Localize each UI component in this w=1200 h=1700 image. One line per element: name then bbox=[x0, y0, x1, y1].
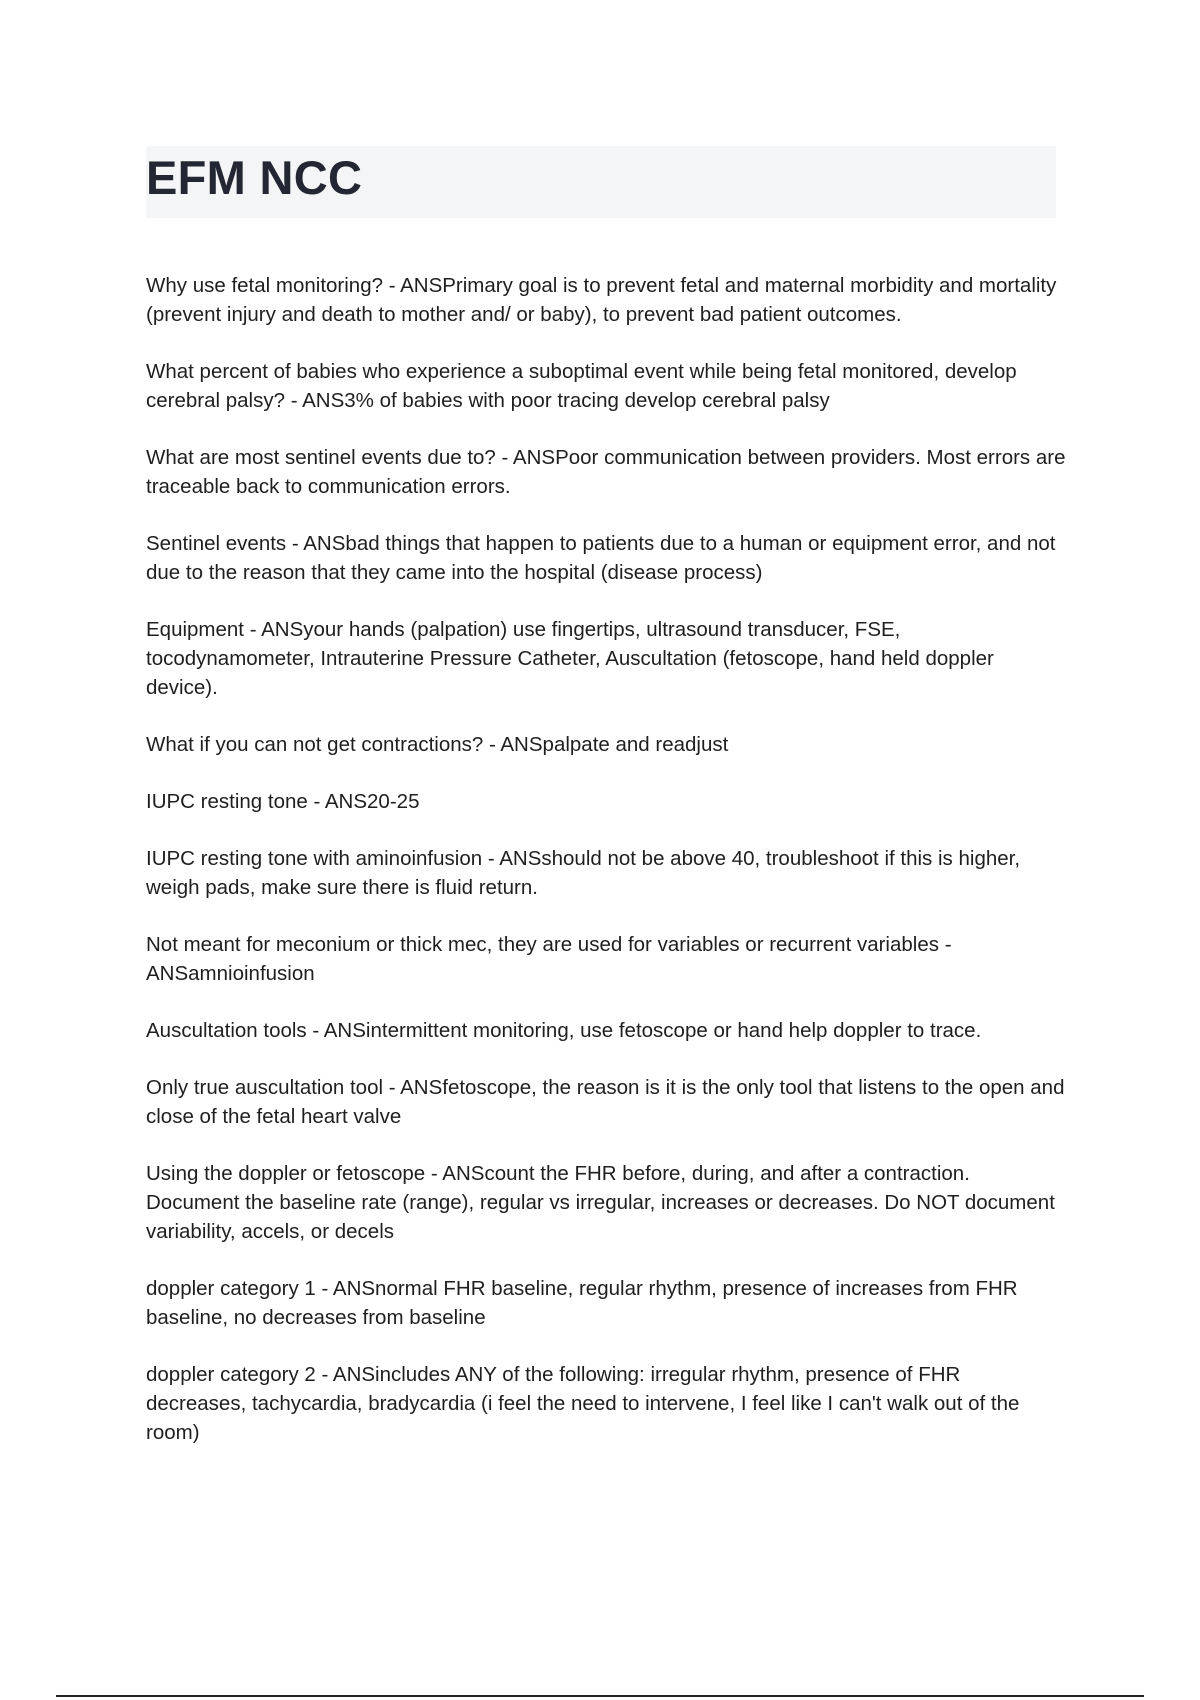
title-banner bbox=[146, 146, 1056, 218]
entry-equipment: Equipment - ANSyour hands (palpation) use fingertips, ultrasound transducer, FSE, tocodynamometer, Intrauterine Pressure Catheter, Auscultation (fetoscope, hand held doppler device). bbox=[146, 618, 994, 699]
entry-no-contractions: What if you can not get contractions? - ANSpalpate and readjust bbox=[146, 733, 729, 756]
entry-doppler-category-2: doppler category 2 - ANSincludes ANY of the following: irregular rhythm, presence of FHR decreases, tachycardia, bradycardia (i feel the need to intervene, I feel like I can't walk out of the room) bbox=[146, 1363, 1020, 1444]
document-title: EFM NCC bbox=[146, 151, 363, 204]
entry-iupc-amnioinfusion: IUPC resting tone with aminoinfusion - ANSshould not be above 40, troubleshoot if this is higher, weigh pads, make sure there is fluid return. bbox=[146, 847, 1021, 899]
entry-why-fetal-monitoring: Why use fetal monitoring? - ANSPrimary goal is to prevent fetal and maternal morbidity and mortality (prevent injury and death to mother and/ or baby), to prevent bad patient outcomes. bbox=[146, 274, 1057, 326]
page-bottom-rule bbox=[56, 1695, 1144, 1697]
entry-sentinel-events-cause: What are most sentinel events due to? - ANSPoor communication between providers. Most errors are traceable back to communication errors. bbox=[146, 446, 1066, 498]
entry-true-auscultation-tool: Only true auscultation tool - ANSfetoscope, the reason is it is the only tool that listens to the open and close of the fetal heart valve bbox=[146, 1076, 1065, 1128]
entry-using-doppler: Using the doppler or fetoscope - ANScount the FHR before, during, and after a contraction. Document the baseline rate (range), regular vs irregular, increases or decreases. Do NOT document variability, accels, or decels bbox=[146, 1162, 1055, 1243]
entry-iupc-resting-tone: IUPC resting tone - ANS20-25 bbox=[146, 790, 420, 813]
entry-list bbox=[146, 271, 1066, 1475]
entry-sentinel-events-definition: Sentinel events - ANSbad things that happen to patients due to a human or equipment error, and not due to the reason that they came into the hospital (disease process) bbox=[146, 532, 1056, 584]
entry-cerebral-palsy-percent: What percent of babies who experience a suboptimal event while being fetal monitored, develop cerebral palsy? - ANS3% of babies with poor tracing develop cerebral palsy bbox=[146, 360, 1017, 412]
entry-amnioinfusion: Not meant for meconium or thick mec, they are used for variables or recurrent variables - ANSamnioinfusion bbox=[146, 933, 952, 985]
entry-auscultation-tools: Auscultation tools - ANSintermittent monitoring, use fetoscope or hand help doppler to trace. bbox=[146, 1019, 982, 1042]
entry-doppler-category-1: doppler category 1 - ANSnormal FHR baseline, regular rhythm, presence of increases from FHR baseline, no decreases from baseline bbox=[146, 1277, 1018, 1329]
